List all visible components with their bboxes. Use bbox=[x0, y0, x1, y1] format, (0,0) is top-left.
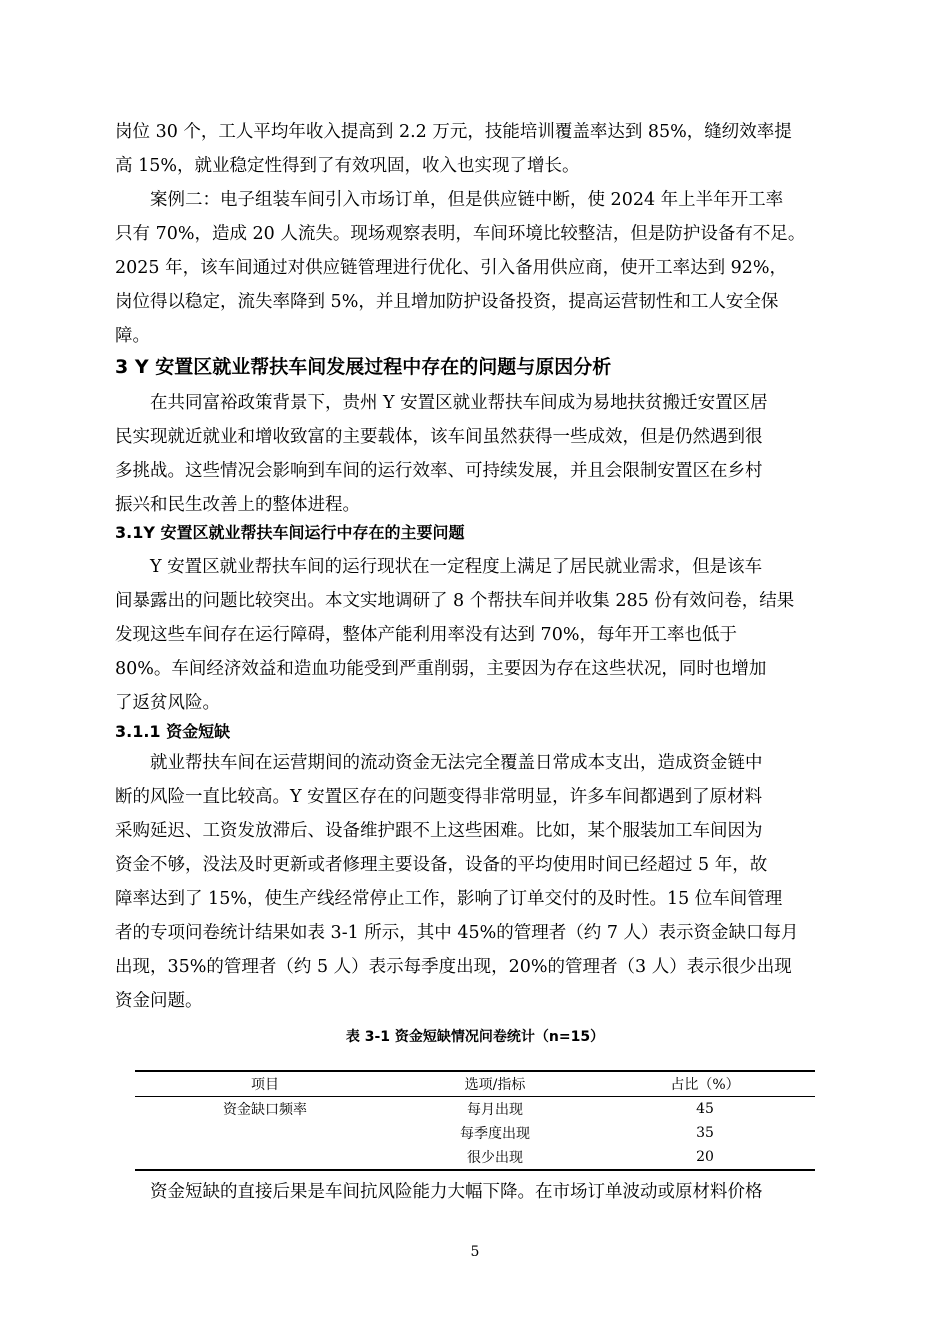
text-line: 障。 bbox=[115, 326, 150, 346]
table-cell: 每季度出现 bbox=[460, 1126, 530, 1142]
text-line: 就业帮扶车间在运营期间的流动资金无法完全覆盖日常成本支出，造成资金链中 bbox=[115, 753, 763, 773]
text-line: 振兴和民生改善上的整体进程。 bbox=[115, 495, 360, 515]
text-line: 案例二：电子组装车间引入市场订单，但是供应链中断，使 2024 年上半年开工率 bbox=[115, 190, 784, 210]
table-caption: 表 3-1 资金短缺情况问卷统计（n=15） bbox=[345, 1029, 605, 1045]
table-row bbox=[135, 1121, 815, 1145]
text-line: 高 15%，就业稳定性得到了有效巩固，收入也实现了增长。 bbox=[115, 156, 580, 176]
text-line: 80%。车间经济效益和造血功能受到严重削弱，主要因为存在这些状况，同时也增加 bbox=[115, 659, 767, 679]
text-line: 资金不够，没法及时更新或者修理主要设备，设备的平均使用时间已经超过 5 年，故 bbox=[115, 855, 768, 875]
table-cell: 资金缺口频率 bbox=[223, 1102, 307, 1118]
text-line: 障率达到了 15%，使生产线经常停止工作，影响了订单交付的及时性。15 位车间管理 bbox=[115, 889, 783, 909]
section-heading-3-1: 3.1Y 安置区就业帮扶车间运行中存在的主要问题 bbox=[115, 523, 465, 542]
table-cell: 35 bbox=[696, 1125, 714, 1141]
table-row bbox=[135, 1145, 815, 1170]
text-line: 只有 70%，造成 20 人流失。现场观察表明，车间环境比较整洁，但是防护设备有不足。 bbox=[115, 224, 806, 244]
text-line: 资金问题。 bbox=[115, 991, 203, 1011]
text-line: 间暴露出的问题比较突出。本文实地调研了 8 个帮扶车间并收集 285 份有效问卷，结果 bbox=[115, 591, 795, 611]
table-cell: 20 bbox=[595, 1145, 815, 1170]
text-line: 民实现就近就业和增收致富的主要载体，该车间虽然获得一些成效，但是仍然遇到很 bbox=[115, 427, 763, 447]
text-line: 发现这些车间存在运行障碍，整体产能利用率没有达到 70%，每年开工率也低于 bbox=[115, 625, 737, 645]
text-line: 断的风险一直比较高。Y 安置区存在的问题变得非常明显，许多车间都遇到了原材料 bbox=[115, 787, 763, 807]
text-line: 2025 年，该车间通过对供应链管理进行优化、引入备用供应商，使开工率达到 92%， bbox=[115, 258, 788, 278]
table-cell bbox=[135, 1145, 395, 1170]
table-header-cell: 选项/指标 bbox=[395, 1071, 595, 1097]
paragraph-case-two bbox=[115, 183, 840, 353]
section-heading-3-1-1: 3.1.1 资金短缺 bbox=[115, 722, 231, 741]
text-line: 岗位 30 个，工人平均年收入提高到 2.2 万元，技能培训覆盖率达到 85%，缝纫效率提 bbox=[115, 122, 792, 142]
table-row bbox=[135, 1097, 815, 1122]
paragraph-section-3-1 bbox=[115, 550, 840, 720]
table-cell bbox=[135, 1121, 395, 1145]
text-line: 多挑战。这些情况会影响到车间的运行效率、可持续发展，并且会限制安置区在乡村 bbox=[115, 461, 763, 481]
section-heading-3: 3 Y 安置区就业帮扶车间发展过程中存在的问题与原因分析 bbox=[115, 356, 612, 378]
table-cell: 很少出现 bbox=[395, 1145, 595, 1170]
text-line: Y 安置区就业帮扶车间的运行现状在一定程度上满足了居民就业需求，但是该车 bbox=[115, 557, 763, 577]
paragraph-case-one-end bbox=[115, 115, 840, 183]
paragraph-section-3-intro bbox=[115, 386, 840, 522]
paragraph-after-table bbox=[115, 1175, 840, 1209]
text-line: 采购延迟、工资发放滞后、设备维护跟不上这些困难。比如，某个服装加工车间因为 bbox=[115, 821, 763, 841]
page-number: 5 bbox=[470, 1244, 480, 1260]
text-line: 岗位得以稳定，流失率降到 5%，并且增加防护设备投资，提高运营韧性和工人安全保 bbox=[115, 292, 779, 312]
paragraph-section-3-1-1 bbox=[115, 746, 840, 1018]
table-header-cell: 占比（%） bbox=[595, 1071, 815, 1097]
table-header-cell: 项目 bbox=[135, 1071, 395, 1097]
table-cell: 45 bbox=[696, 1101, 714, 1117]
funding-shortage-table bbox=[135, 1070, 815, 1171]
text-line: 资金短缺的直接后果是车间抗风险能力大幅下降。在市场订单波动或原材料价格 bbox=[115, 1182, 763, 1202]
table-cell: 每月出现 bbox=[467, 1102, 523, 1118]
text-line: 出现，35%的管理者（约 5 人）表示每季度出现，20%的管理者（3 人）表示很少出现 bbox=[115, 957, 792, 977]
text-line: 在共同富裕政策背景下，贵州 Y 安置区就业帮扶车间成为易地扶贫搬迁安置区居 bbox=[115, 393, 768, 413]
table-header-row bbox=[135, 1071, 815, 1097]
text-line: 了返贫风险。 bbox=[115, 693, 220, 713]
text-line: 者的专项问卷统计结果如表 3-1 所示，其中 45%的管理者（约 7 人）表示资金缺口每月 bbox=[115, 923, 799, 943]
